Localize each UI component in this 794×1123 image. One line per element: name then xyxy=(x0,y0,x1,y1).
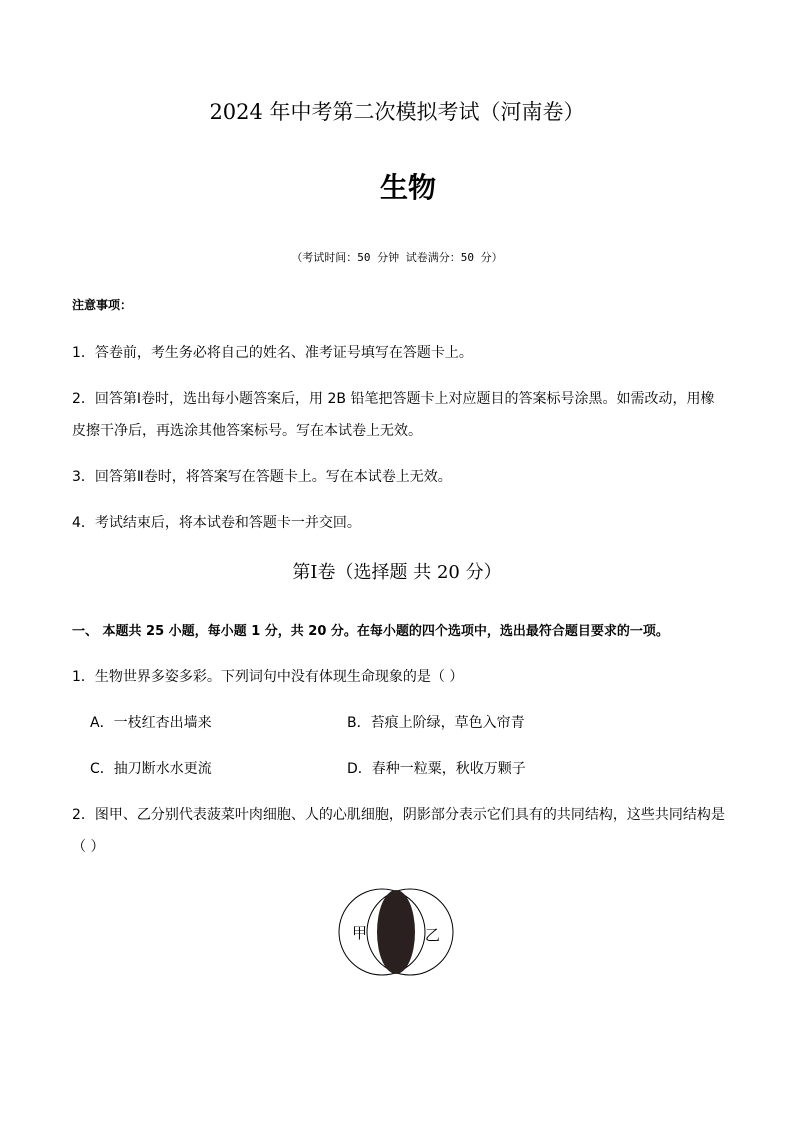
question-1-option-d: D．春种一粒粟，秋收万颗子 xyxy=(347,761,526,777)
question-1-option-b: B．苔痕上阶绿，草色入帘青 xyxy=(347,715,525,731)
exam-title: 2024 年中考第二次模拟考试（河南卷） xyxy=(209,100,585,124)
question-1-stem: 1．生物世界多姿多彩。下列词句中没有体现生命现象的是（ ） xyxy=(72,669,464,685)
section-title: 第Ⅰ卷（选择题 共 20 分） xyxy=(292,562,502,583)
subject-title: 生物 xyxy=(379,171,436,204)
notice-item-1: 1．答卷前，考生务必将自己的姓名、准考证号填写在答题卡上。 xyxy=(72,345,473,361)
question-1-option-c: C．抽刀断水水更流 xyxy=(90,761,212,777)
exam-info: （考试时间：50 分钟 试卷满分：50 分） xyxy=(291,251,503,264)
notice-item-2-line1: 2．回答第Ⅰ卷时，选出每小题答案后，用 2B 铅笔把答题卡上对应题目的答案标号涂黑。如需改动，用橡 xyxy=(72,391,715,407)
venn-label-left: 甲 xyxy=(352,924,368,942)
question-1-option-a: A．一枝红杏出墙来 xyxy=(90,715,212,731)
part-intro: 一、 本题共 25 小题，每小题 1 分，共 20 分。在每小题的四个选项中，选出最符合题目要求的一项。 xyxy=(72,624,669,639)
question-2-stem-line1: 2．图甲、乙分别代表菠菜叶肉细胞、人的心肌细胞，阴影部分表示它们具有的共同结构，这些共同结构是 xyxy=(72,807,725,823)
venn-shared-region xyxy=(377,890,415,974)
venn-diagram xyxy=(336,884,456,980)
question-2-stem-line2: （ ） xyxy=(72,839,105,855)
notice-item-3: 3．回答第Ⅱ卷时，将答案写在答题卡上。写在本试卷上无效。 xyxy=(72,469,452,485)
venn-label-right: 乙 xyxy=(425,926,441,944)
notice-item-4: 4．考试结束后，将本试卷和答题卡一并交回。 xyxy=(72,515,361,531)
notice-heading: 注意事项： xyxy=(72,298,133,312)
notice-item-2-line2: 皮擦干净后，再选涂其他答案标号。写在本试卷上无效。 xyxy=(72,423,422,439)
